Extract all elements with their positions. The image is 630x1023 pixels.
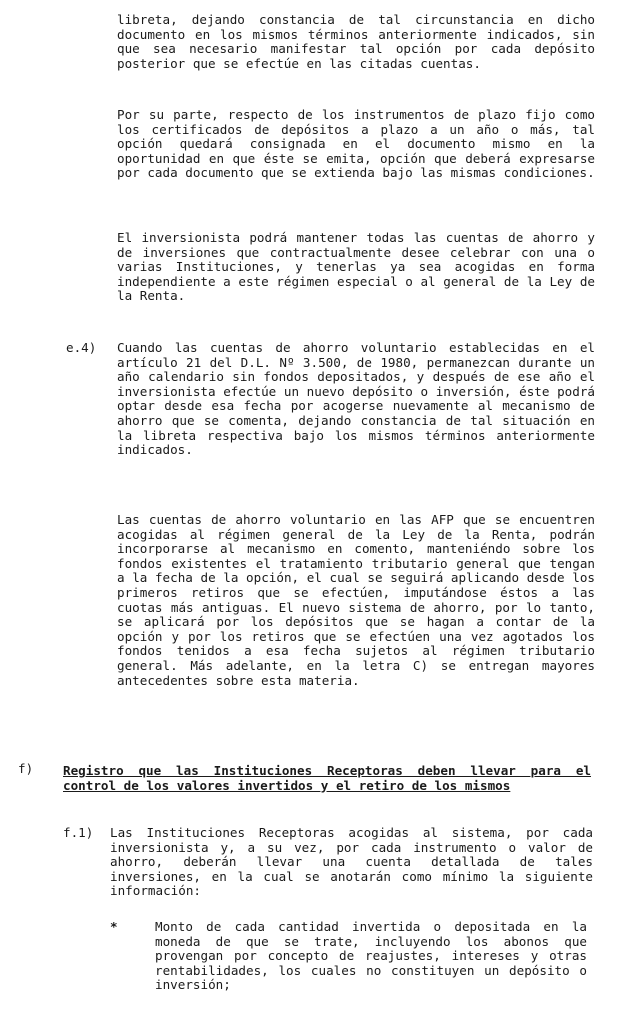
paragraph-libreta [117,13,595,71]
paragraph-afp [117,513,595,688]
heading-text: Registro que las Instituciones Receptoras deben llevar para el control de los valores invertidos y el retiro de los mismos [63,763,591,793]
paragraph-monto [155,920,587,993]
paragraph-text: Las Instituciones Receptoras acogidas al sistema, por cada inversionista y, a su vez, por cada instrumento o valor de ahorro, deberán llevar una cuenta detallada de tales inversiones, en la cual se anotarán como mínimo la siguiente información: [110,825,593,899]
section-heading-f [63,764,591,793]
paragraph-text: Monto de cada cantidad invertida o depositada en la moneda de que se trate, incluyendo los abonos que provengan por concepto de reajustes, intereses y otras rentabilidades, los cuales no constituyen un depósito o inversión; [155,919,587,993]
paragraph-f1 [110,826,593,899]
bullet-marker: * [110,919,118,934]
item-label-f1: f.1) [63,825,94,840]
paragraph-e4 [117,341,595,458]
paragraph-text: Las cuentas de ahorro voluntario en las AFP que se encuentren acogidas al régimen general de la Ley de la Renta, podrán incorporarse al mecanismo en comento, manteniéndo sobre los fondos existentes el tratamiento tributario general que tengan a la fecha de la opción, el cual se seguirá aplicando desde los primeros retiros que se efectúen, imputándose éstos a las cuotas más antiguas. El nuevo sistema de ahorro, por lo tanto, se aplicará por los depósitos que se hagan a contar de la opción y por los retiros que se efectúen una vez agotados los fondos tenidos a esa fecha sujetos al régimen tributario general. Más adelante, en la letra C) se entregan mayores antecedentes sobre esta materia. [117,512,595,688]
paragraph-plazo-fijo [117,108,595,181]
section-label-f: f) [18,761,34,776]
paragraph-inversionista [117,231,595,304]
paragraph-text: El inversionista podrá mantener todas las cuentas de ahorro y de inversiones que contractualmente desee celebrar con una o varias Instituciones, y tenerlas ya sea acogidas en forma independiente a este régimen especial o al general de la Ley de la Renta. [117,230,595,304]
paragraph-text: Por su parte, respecto de los instrumentos de plazo fijo como los certificados de depósitos a plazo a un año o más, tal opción quedará consignada en el documento mismo en la oportunidad en que éste se emita, opción que deberá expresarse por cada documento que se extienda bajo las mismas condiciones. [117,107,595,181]
paragraph-text: Cuando las cuentas de ahorro voluntario establecidas en el artículo 21 del D.L. Nº 3.500, de 1980, permanezcan durante un año calendario sin fondos depositados, y después de ese año el inversionista efectúe un nuevo depósito o inversión, éste podrá optar desde esa fecha por acogerse nuevamente al mecanismo de ahorro que se comenta, dejando constancia de tal situación en la libreta respectiva bajo los mismos términos anteriormente indicados. [117,340,595,458]
item-label-e4: e.4) [66,340,97,355]
paragraph-text: libreta, dejando constancia de tal circunstancia en dicho documento en los mismos términos anteriormente indicados, sin que sea necesario manifestar tal opción por cada depósito posterior que se efectúe en las citadas cuentas. [117,12,595,71]
